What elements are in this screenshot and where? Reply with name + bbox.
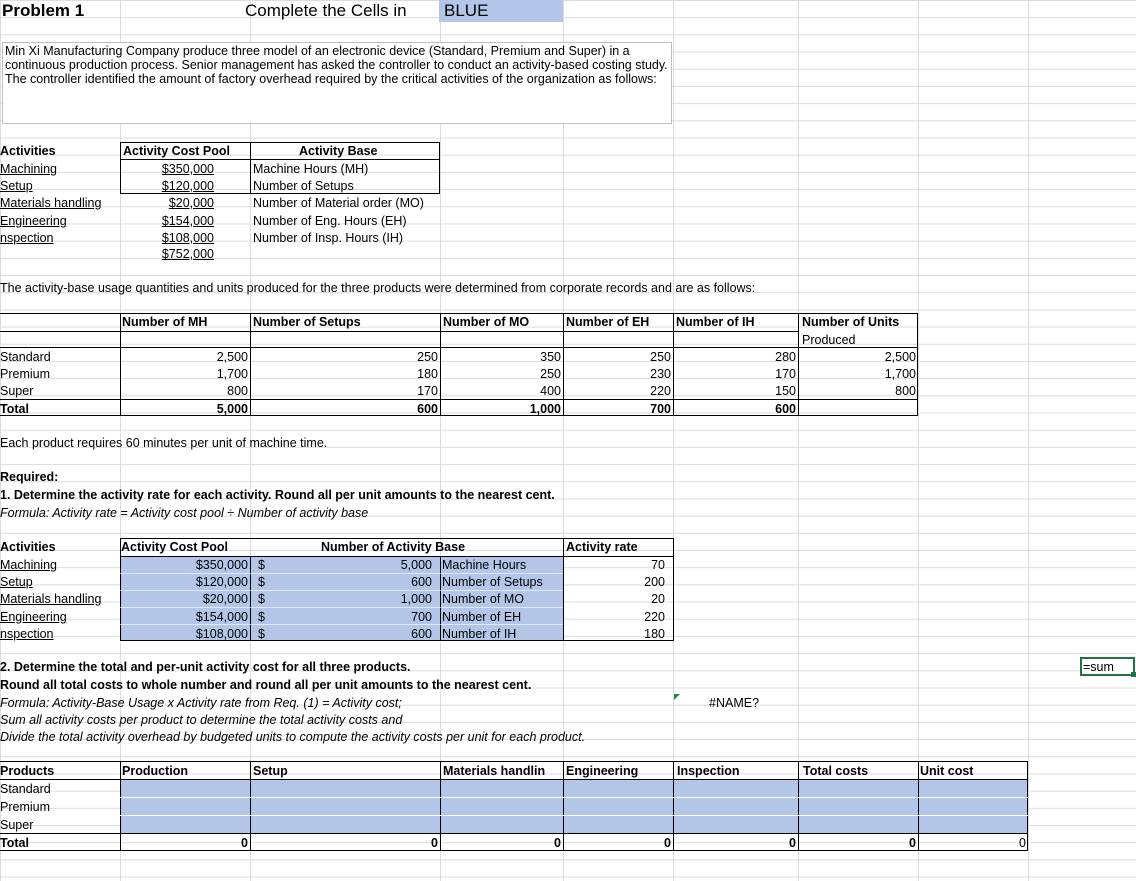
t3-dollar-4: $ bbox=[258, 627, 265, 641]
usage-col-divider-5 bbox=[673, 313, 674, 416]
t3-rate-1[interactable]: 200 bbox=[644, 575, 665, 589]
t3-row-sep-2 bbox=[120, 607, 563, 608]
t2-mo-0[interactable]: 350 bbox=[540, 350, 561, 364]
t2-label-3: Total bbox=[0, 402, 29, 416]
blue-legend-text: BLUE bbox=[444, 1, 489, 20]
usage-table-header-line2 bbox=[0, 347, 918, 348]
t1-header-pool: Activity Cost Pool bbox=[123, 144, 230, 158]
usage-col-divider-6 bbox=[798, 313, 799, 416]
t2-label-1: Premium bbox=[0, 367, 51, 381]
t4-total-5[interactable]: 0 bbox=[909, 836, 916, 850]
cost-table-header-line bbox=[0, 779, 1028, 780]
t1-base-1: Number of Setups bbox=[253, 179, 354, 193]
t4-col-divider-2 bbox=[440, 761, 441, 851]
t2-header-setups: Number of Setups bbox=[253, 315, 361, 329]
cost-table-total-line bbox=[0, 833, 1028, 834]
t4-col-divider-1 bbox=[250, 761, 251, 851]
t3-rate-2[interactable]: 20 bbox=[651, 592, 665, 606]
t1-base-4: Number of Insp. Hours (IH) bbox=[253, 231, 404, 245]
t2-mo-2[interactable]: 400 bbox=[540, 384, 561, 398]
t2-ih-2[interactable]: 150 bbox=[775, 384, 796, 398]
t3-dollar-2: $ bbox=[258, 592, 265, 606]
intro-text-box[interactable]: Min Xi Manufacturing Company produce three model of an electronic device (Standard, Premium and Super) in a continuous production process. Senior management has asked the controller to conduct an activity-based costing study. The controller identified the amount of factory overhead required by the critical activities of the organization as follows: bbox=[2, 42, 672, 124]
t1-total-pool[interactable]: $752,000 bbox=[161, 247, 214, 261]
instruction-text: Complete the Cells in bbox=[245, 1, 407, 20]
t4-row-sep-0 bbox=[120, 797, 1028, 798]
t1-activity-1: Setup bbox=[0, 179, 33, 193]
t2-eh-0[interactable]: 250 bbox=[650, 350, 671, 364]
t4-col-divider-0 bbox=[120, 761, 121, 851]
t3-qty-3[interactable]: 700 bbox=[411, 610, 432, 624]
t1-base-0: Machine Hours (MH) bbox=[253, 162, 369, 176]
t2-units-2[interactable]: 800 bbox=[895, 384, 916, 398]
t4-total-2[interactable]: 0 bbox=[554, 836, 561, 850]
t2-eh-2[interactable]: 220 bbox=[650, 384, 671, 398]
t3-pool-0[interactable]: $350,000 bbox=[195, 558, 248, 572]
usage-text: The activity-base usage quantities and units produced for the three products were determined from corporate records and are as follows: bbox=[0, 281, 756, 295]
t1-pool-3[interactable]: $154,000 bbox=[161, 214, 214, 228]
req2-formula2: Sum all activity costs per product to determine the total activity costs and bbox=[0, 713, 403, 727]
req1-formula: Formula: Activity rate = Activity cost pool ÷ Number of activity base bbox=[0, 506, 369, 520]
t4-header-0: Products bbox=[0, 764, 55, 778]
t3-rate-3[interactable]: 220 bbox=[644, 610, 665, 624]
required-label: Required: bbox=[0, 470, 59, 484]
t3-qty-2[interactable]: 1,000 bbox=[400, 592, 432, 606]
t2-header-produced: Produced bbox=[802, 333, 856, 347]
t2-header-units: Number of Units bbox=[802, 315, 900, 329]
t3-dollar-3: $ bbox=[258, 610, 265, 624]
t3-activity-3: Engineering bbox=[0, 610, 67, 624]
t3-header-base: Number of Activity Base bbox=[321, 540, 466, 554]
t3-activity-2: Materials handling bbox=[0, 592, 102, 606]
t2-label-0: Standard bbox=[0, 350, 51, 364]
error-indicator-icon bbox=[674, 694, 680, 700]
activity-table-header-line bbox=[120, 159, 440, 160]
t3-base-1[interactable]: Number of Setups bbox=[442, 575, 543, 589]
t4-header-2: Setup bbox=[253, 764, 288, 778]
t4-row-label-1: Premium bbox=[0, 800, 51, 814]
name-error-cell[interactable]: #NAME? bbox=[709, 696, 760, 710]
t3-activity-4: nspection bbox=[0, 627, 54, 641]
t4-col-divider-5 bbox=[798, 761, 799, 851]
t4-col-divider-3 bbox=[563, 761, 564, 851]
t4-total-1[interactable]: 0 bbox=[431, 836, 438, 850]
fill-handle[interactable] bbox=[1131, 672, 1136, 677]
t1-pool-4[interactable]: $108,000 bbox=[161, 231, 214, 245]
t2-units-1[interactable]: 1,700 bbox=[884, 367, 916, 381]
t2-header-ih: Number of IH bbox=[676, 315, 755, 329]
activity-table-divider bbox=[250, 142, 251, 194]
t4-total-0[interactable]: 0 bbox=[241, 836, 248, 850]
t1-pool-0[interactable]: $350,000 bbox=[161, 162, 214, 176]
t3-base-0[interactable]: Machine Hours bbox=[442, 558, 527, 572]
t3-pool-4[interactable]: $108,000 bbox=[195, 627, 248, 641]
machine-note: Each product requires 60 minutes per unit of machine time. bbox=[0, 436, 328, 450]
t3-rate-0[interactable]: 70 bbox=[651, 558, 665, 572]
req2-formula1: Formula: Activity-Base Usage x Activity rate from Req. (1) = Activity cost; bbox=[0, 696, 402, 710]
t4-header-1: Production bbox=[122, 764, 188, 778]
t1-base-3: Number of Eng. Hours (EH) bbox=[253, 214, 407, 228]
t3-pool-2[interactable]: $20,000 bbox=[202, 592, 248, 606]
rate-col-divider-2 bbox=[440, 556, 441, 641]
t3-qty-1[interactable]: 600 bbox=[411, 575, 432, 589]
usage-table-total-line bbox=[0, 399, 918, 400]
t3-base-3[interactable]: Number of EH bbox=[442, 610, 522, 624]
t2-setups-2[interactable]: 170 bbox=[417, 384, 438, 398]
t2-setups-1[interactable]: 180 bbox=[417, 367, 438, 381]
t3-header-activities: Activities bbox=[0, 540, 56, 554]
t2-header-eh: Number of EH bbox=[566, 315, 650, 329]
t3-rate-4[interactable]: 180 bbox=[644, 627, 665, 641]
t2-setups-0[interactable]: 250 bbox=[417, 350, 438, 364]
t4-total-label: Total bbox=[0, 836, 29, 850]
t3-row-sep-4 bbox=[120, 641, 563, 642]
t2-mh-1[interactable]: 1,700 bbox=[216, 367, 248, 381]
t1-pool-2[interactable]: $20,000 bbox=[168, 196, 214, 210]
t3-dollar-1: $ bbox=[258, 575, 265, 589]
t1-activity-3: Engineering bbox=[0, 214, 67, 228]
t1-activity-0: Machining bbox=[0, 162, 57, 176]
t2-header-mh: Number of MH bbox=[122, 315, 208, 329]
req2-formula3: Divide the total activity overhead by budgeted units to compute the activity costs per unit for each product. bbox=[0, 730, 586, 744]
t2-mo-3[interactable]: 1,000 bbox=[529, 402, 561, 416]
usage-col-divider-3 bbox=[440, 313, 441, 416]
t4-header-4: Engineering bbox=[566, 764, 639, 778]
t1-header-activities: Activities bbox=[0, 144, 56, 158]
t3-header-pool: Activity Cost Pool bbox=[121, 540, 228, 554]
t4-row-label-2: Super bbox=[0, 818, 34, 832]
t2-eh-1[interactable]: 230 bbox=[650, 367, 671, 381]
usage-col-divider-2 bbox=[250, 313, 251, 416]
t3-row-sep-3 bbox=[120, 624, 563, 625]
t3-dollar-0: $ bbox=[258, 558, 265, 572]
t1-activity-2: Materials handling bbox=[0, 196, 102, 210]
t4-header-5: Inspection bbox=[677, 764, 740, 778]
t4-total-3[interactable]: 0 bbox=[664, 836, 671, 850]
t3-activity-0: Machining bbox=[0, 558, 57, 572]
t3-pool-1[interactable]: $120,000 bbox=[195, 575, 248, 589]
rate-col-divider-1 bbox=[250, 556, 251, 641]
t4-row-sep-1 bbox=[120, 815, 1028, 816]
t2-ih-1[interactable]: 170 bbox=[775, 367, 796, 381]
t1-header-base: Activity Base bbox=[299, 144, 378, 158]
usage-col-divider-1 bbox=[120, 313, 121, 416]
t1-base-2: Number of Material order (MO) bbox=[253, 196, 424, 210]
t2-setups-3[interactable]: 600 bbox=[417, 402, 438, 416]
t3-pool-3[interactable]: $154,000 bbox=[195, 610, 248, 624]
t4-header-3: Materials handlin bbox=[443, 764, 546, 778]
t2-eh-3[interactable]: 700 bbox=[650, 402, 671, 416]
t2-header-mo: Number of MO bbox=[443, 315, 530, 329]
t3-qty-4[interactable]: 600 bbox=[411, 627, 432, 641]
t3-header-rate: Activity rate bbox=[566, 540, 638, 554]
rate-col-divider-3 bbox=[563, 538, 564, 641]
t1-activity-4: nspection bbox=[0, 231, 54, 245]
t2-mh-0[interactable]: 2,500 bbox=[216, 350, 248, 364]
t3-base-4[interactable]: Number of IH bbox=[442, 627, 517, 641]
t1-pool-1[interactable]: $120,000 bbox=[161, 179, 214, 193]
t4-header-7: Unit cost bbox=[920, 764, 974, 778]
t4-col-divider-4 bbox=[673, 761, 674, 851]
t2-units-0[interactable]: 2,500 bbox=[884, 350, 916, 364]
t2-ih-3[interactable]: 600 bbox=[775, 402, 796, 416]
t2-mo-1[interactable]: 250 bbox=[540, 367, 561, 381]
t3-qty-0[interactable]: 5,000 bbox=[400, 558, 432, 572]
t2-ih-0[interactable]: 280 bbox=[775, 350, 796, 364]
active-cell-formula: =sum bbox=[1083, 660, 1114, 674]
req2-round: Round all total costs to whole number and round all per unit amounts to the nearest cent. bbox=[0, 678, 532, 692]
t2-mh-2[interactable]: 800 bbox=[227, 384, 248, 398]
t4-total-6[interactable]: 0 bbox=[1019, 836, 1026, 850]
t4-col-divider-6 bbox=[918, 761, 919, 851]
t4-total-4[interactable]: 0 bbox=[789, 836, 796, 850]
problem-title: Problem 1 bbox=[2, 1, 85, 20]
req1-title: 1. Determine the activity rate for each activity. Round all per unit amounts to the nearest cent. bbox=[0, 488, 555, 502]
t3-base-2[interactable]: Number of MO bbox=[442, 592, 524, 606]
t2-label-2: Super bbox=[0, 384, 34, 398]
req2-title: 2. Determine the total and per-unit activity cost for all three products. bbox=[0, 660, 411, 674]
t3-activity-1: Setup bbox=[0, 575, 33, 589]
t4-row-label-0: Standard bbox=[0, 782, 51, 796]
t4-header-6: Total costs bbox=[803, 764, 869, 778]
t2-mh-3[interactable]: 5,000 bbox=[216, 402, 248, 416]
